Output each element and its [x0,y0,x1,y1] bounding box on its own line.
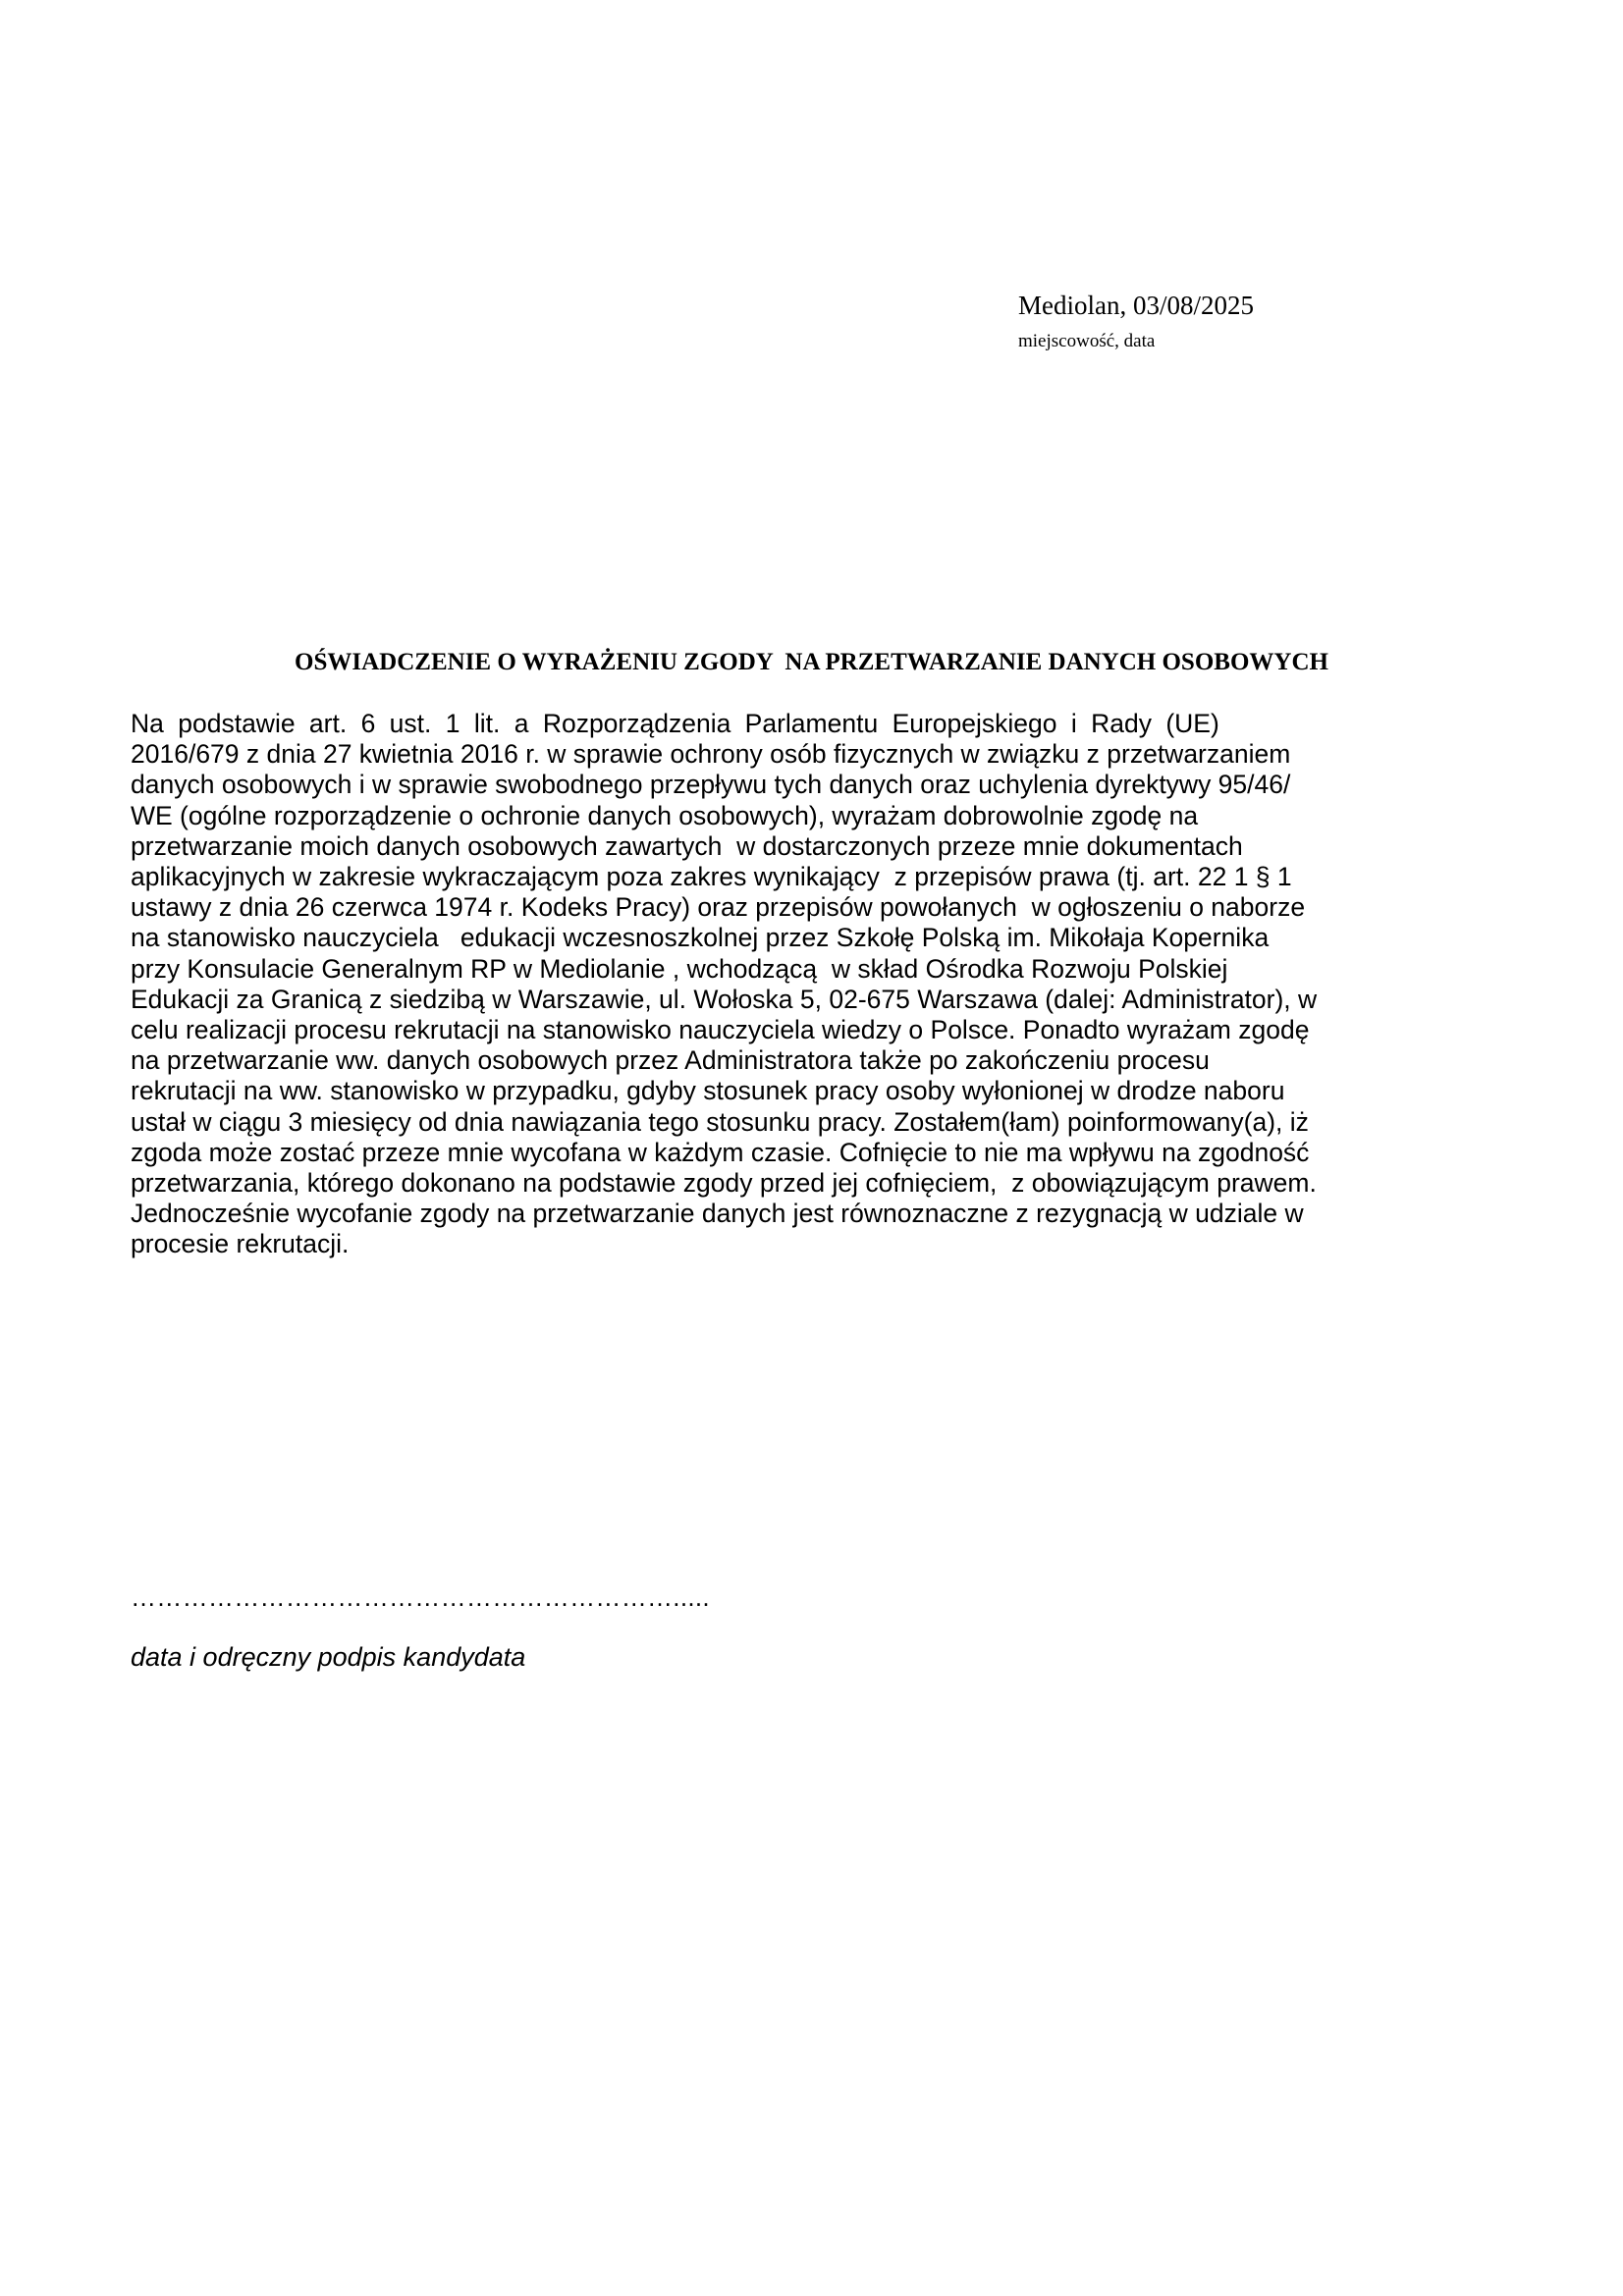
signature-dotted-line: ………………………………………………………..... [131,1582,710,1612]
body-line: WE (ogólne rozporządzenie o ochronie danych osobowych), wyrażam dobrowolnie zgodę na [131,800,1199,830]
body-line: przetwarzanie moich danych osobowych zawartych w dostarczonych przeze mnie dokumentach [131,830,1243,861]
body-line: Jednocześnie wycofanie zgody na przetwarzanie danych jest równoznaczne z rezygnacją w udziale w [131,1199,1304,1229]
body-line: ustawy z dnia 26 czerwca 1974 r. Kodeks Pracy) oraz przepisów powołanych w ogłoszeniu o naborze [131,892,1306,923]
body-line: przetwarzania, którego dokonano na podstawie zgody przed jej cofnięciem, z obowiązującym prawem. [131,1168,1317,1199]
document-title: OŚWIADCZENIE O WYRAŻENIU ZGODY NA PRZETWARZANIE DANYCH OSOBOWYCH [295,649,1328,675]
body-line: na przetwarzanie ww. danych osobowych przez Administratora także po zakończeniu procesu [131,1045,1210,1076]
body-line: na stanowisko nauczyciela edukacji wczesnoszkolnej przez Szkołę Polską im. Mikołaja Kopernika [131,923,1270,953]
body-line: przy Konsulacie Generalnym RP w Mediolanie , wchodzącą w skład Ośrodka Rozwoju Polskiej [131,953,1228,984]
signature-label: data i odręczny podpis kandydata [131,1642,526,1672]
body-line: Na podstawie art. 6 ust. 1 lit. a Rozporządzenia Parlamentu Europejskiego i Rady (UE) [131,709,1219,738]
body-line: aplikacyjnych w zakresie wykraczającym poza zakres wynikający z przepisów prawa (tj. art. 22 1 § 1 [131,862,1292,892]
place-and-date: Mediolan, 03/08/2025 [1018,291,1254,320]
body-line: Edukacji za Granicą z siedzibą w Warszawie, ul. Wołoska 5, 02-675 Warszawa (dalej: Administrator), w [131,984,1318,1014]
body-line: zgoda może zostać przeze mnie wycofana w każdym czasie. Cofnięcie to nie ma wpływu na zgodność [131,1137,1310,1167]
body-line: procesie rekrutacji. [131,1229,350,1259]
body-line: rekrutacji na ww. stanowisko w przypadku, gdyby stosunek pracy osoby wyłonionej w drodze naboru [131,1076,1285,1106]
body-line: celu realizacji procesu rekrutacji na stanowisko nauczyciela wiedzy o Polsce. Ponadto wyrażam zgodę [131,1015,1310,1045]
body-line: 2016/679 z dnia 27 kwietnia 2016 r. w sprawie ochrony osób fizycznych w związku z przetwarzaniem [131,739,1291,770]
body-line: ustał w ciągu 3 miesięcy od dnia nawiązania tego stosunku pracy. Zostałem(łam) poinformowany(a), iż [131,1106,1309,1137]
body-line: danych osobowych i w sprawie swobodnego przepływu tych danych oraz uchylenia dyrektywy 95/46/ [131,770,1291,800]
place-and-date-label: miejscowość, data [1018,331,1156,351]
consent-statement-body [131,709,1505,1260]
